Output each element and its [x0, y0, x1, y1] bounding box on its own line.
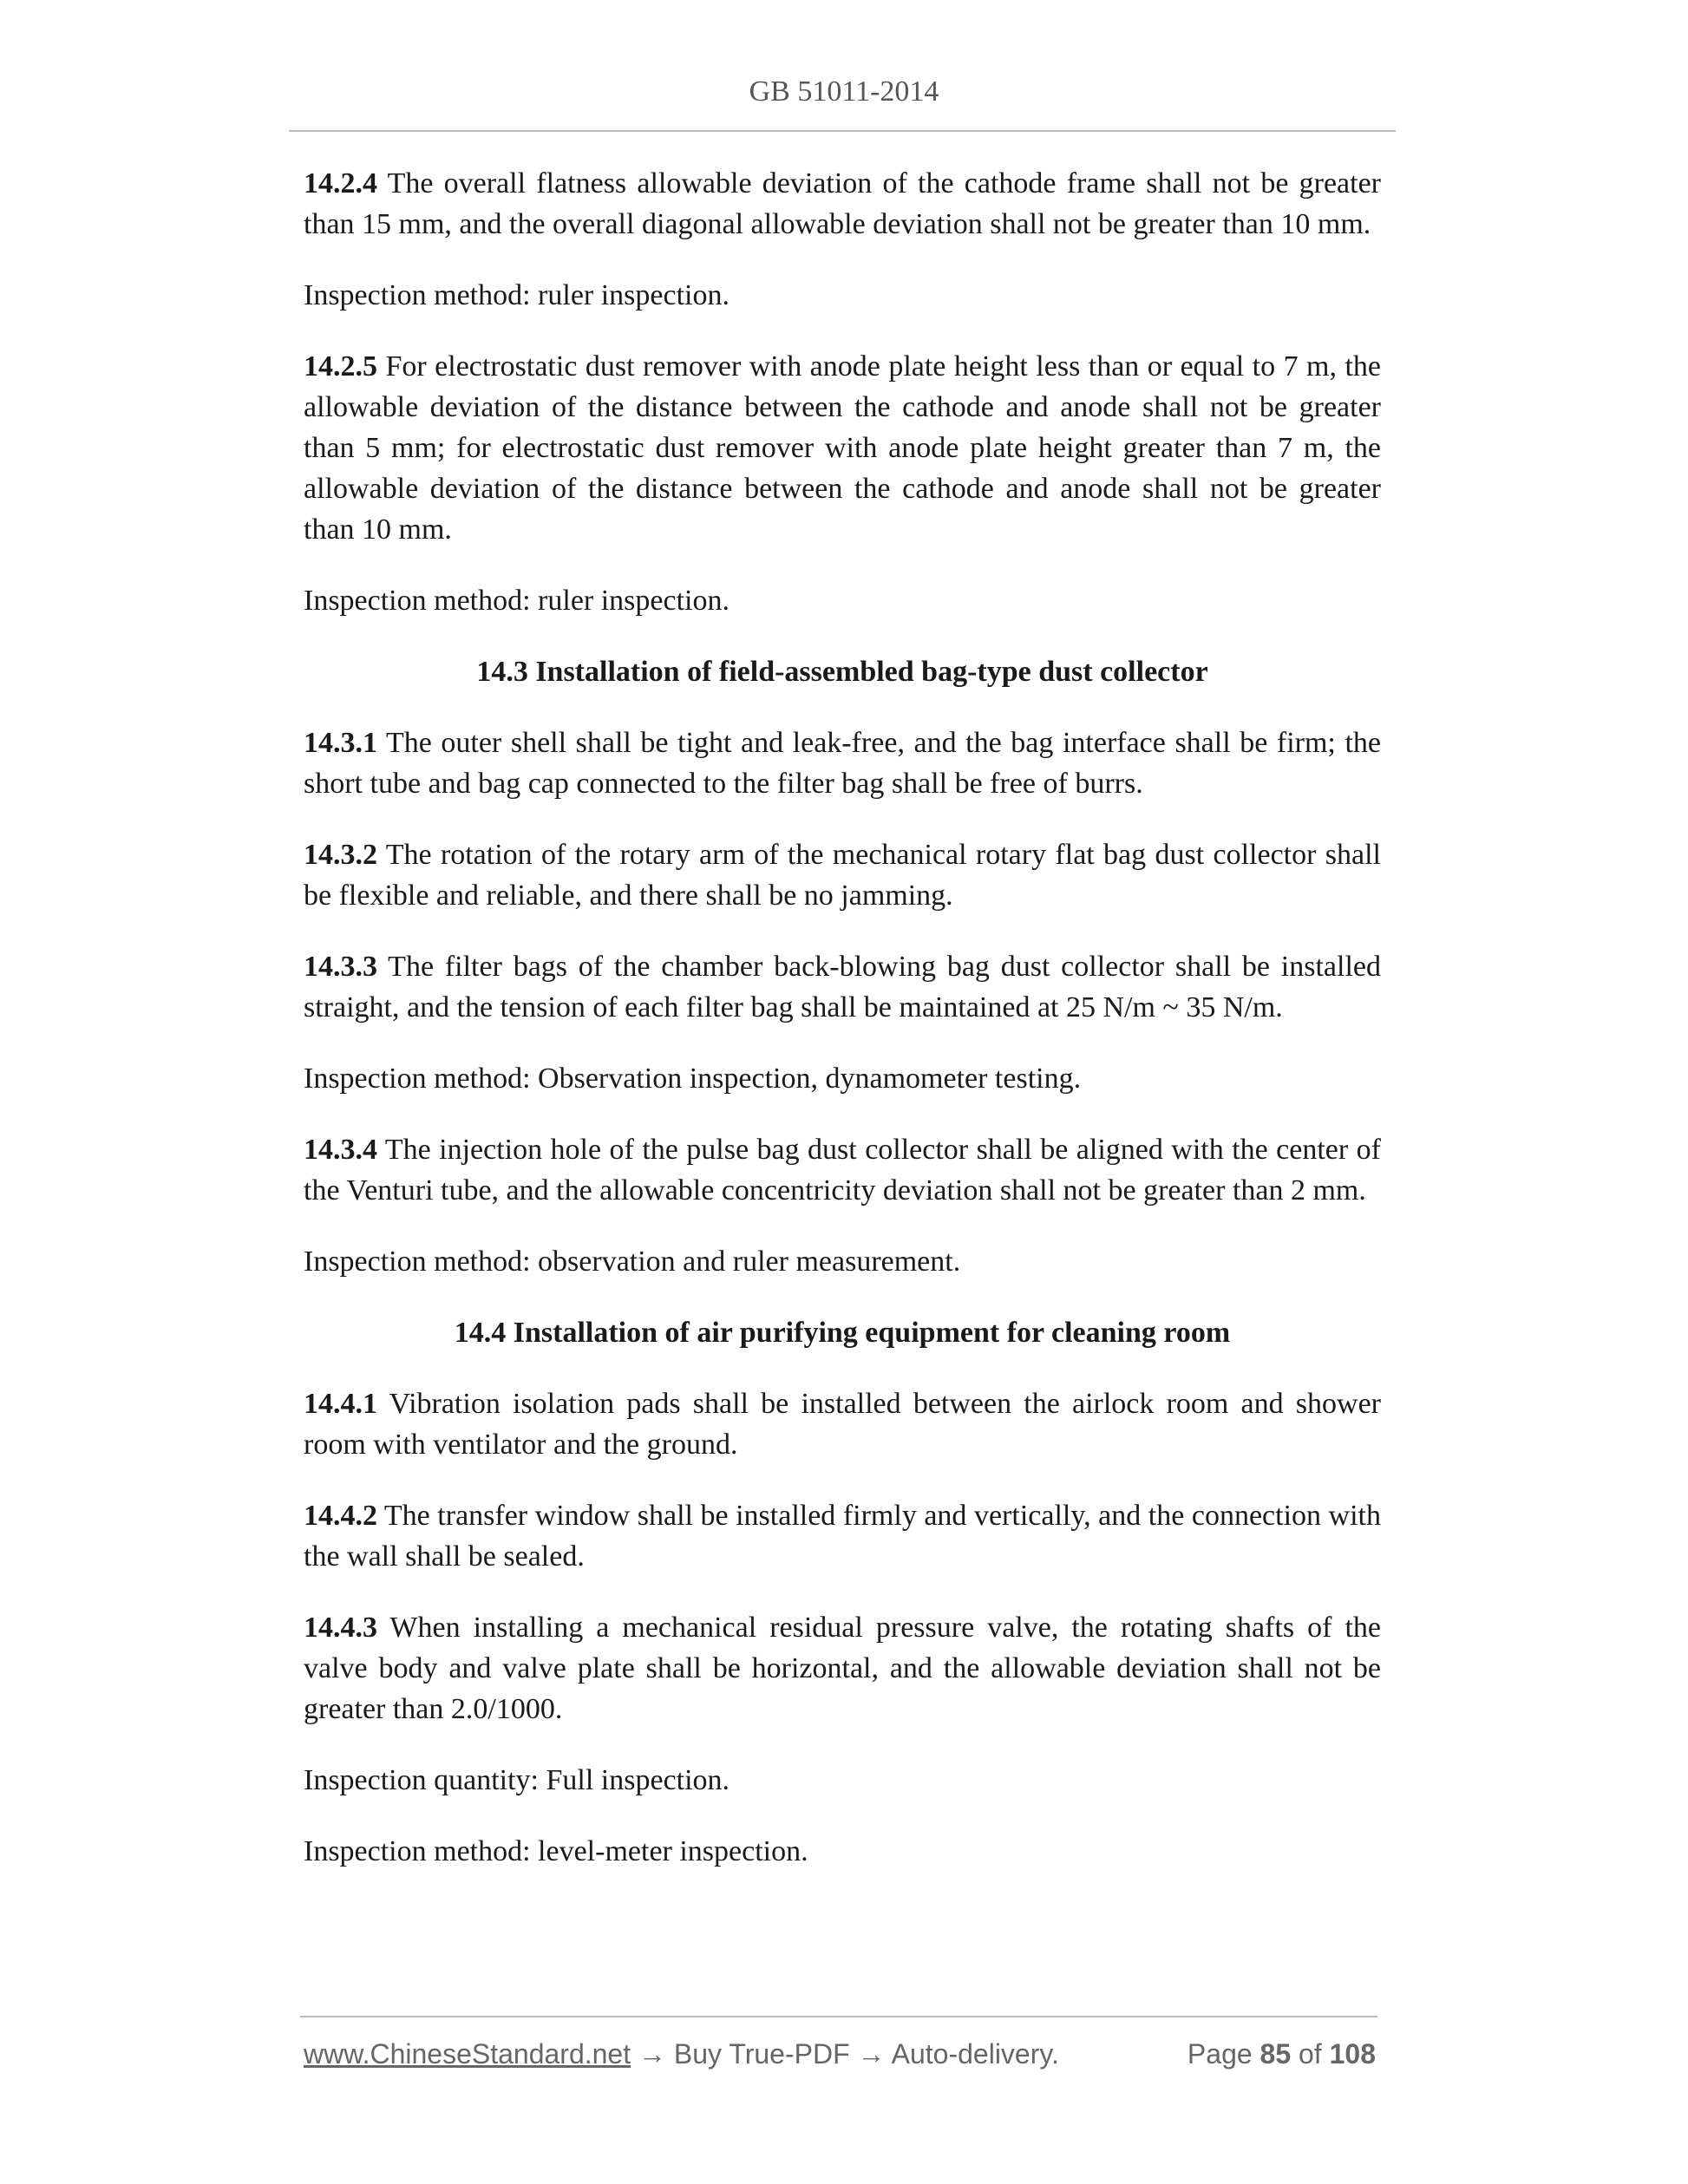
page-footer: [304, 2035, 1376, 2073]
clause-number: 14.3.3: [304, 951, 377, 983]
clause-14-3-4: [304, 1129, 1381, 1211]
clause-number: 14.3.1: [304, 727, 377, 759]
clause-14-4-3: [304, 1607, 1381, 1730]
clause-text: The overall flatness allowable deviation of the cathode frame shall not be greater than 15 mm, and the overall diagonal allowable deviation shall not be greater than 10 mm.: [304, 167, 1381, 240]
clause-text: The rotation of the rotary arm of the mechanical rotary flat bag dust collector shall be flexible and reliable, and there shall be no jamming.: [304, 839, 1381, 912]
clause-14-3-2: [304, 834, 1381, 916]
clause-text: The outer shell shall be tight and leak-free, and the bag interface shall be firm; the short tube and bag cap connected to the filter bag shall be free of burrs.: [304, 727, 1381, 800]
clause-number: 14.4.1: [304, 1388, 377, 1420]
inspection-method-line: [304, 580, 1381, 621]
clause-text: When installing a mechanical residual pressure valve, the rotating shafts of the valve body and valve plate shall be horizontal, and the allowable deviation shall not be greater than 2.0/1000.: [304, 1612, 1381, 1725]
clause-14-2-5: [304, 346, 1381, 550]
page-indicator: [1187, 2035, 1376, 2073]
promo-text: → Buy True-PDF → Auto-delivery.: [631, 2038, 1059, 2070]
clause-number: 14.4.3: [304, 1612, 377, 1644]
clause-text: Vibration isolation pads shall be installed between the airlock room and shower room with ventilator and the ground.: [304, 1388, 1381, 1461]
section-heading-14-4: 14.4 Installation of air purifying equipment for cleaning room: [454, 1317, 1231, 1349]
clause-14-4-1: [304, 1383, 1381, 1465]
footer-promo: [304, 2035, 1059, 2073]
clause-text: The injection hole of the pulse bag dust collector shall be aligned with the center of the Venturi tube, and the allowable concentricity deviation shall not be greater than 2 mm.: [304, 1134, 1381, 1206]
clause-14-4-2: [304, 1495, 1381, 1577]
paragraph-text: Inspection method: ruler inspection.: [304, 585, 730, 617]
page-of-label: of: [1291, 2038, 1330, 2070]
paragraph-text: Inspection method: ruler inspection.: [304, 279, 730, 311]
website-link[interactable]: www.ChineseStandard.net: [304, 2038, 631, 2070]
inspection-method-line: [304, 1831, 1381, 1872]
inspection-method-line: [304, 1058, 1381, 1099]
clause-number: 14.4.2: [304, 1500, 377, 1532]
header-divider: [289, 130, 1396, 132]
clause-number: 14.3.2: [304, 839, 377, 871]
clause-text: The filter bags of the chamber back-blowing bag dust collector shall be installed straight, and the tension of each filter bag shall be maintained at 25 N/m ~ 35 N/m.: [304, 951, 1381, 1023]
clause-text: The transfer window shall be installed firmly and vertically, and the connection with the wall shall be sealed.: [304, 1500, 1381, 1573]
current-page-number: 85: [1259, 2038, 1292, 2070]
paragraph-text: Inspection method: Observation inspection, dynamometer testing.: [304, 1063, 1082, 1095]
clause-14-3-1: [304, 723, 1381, 804]
footer-divider: [300, 2016, 1377, 2017]
inspection-quantity-line: [304, 1760, 1381, 1801]
clause-14-2-4: [304, 163, 1381, 245]
clause-number: 14.2.4: [304, 167, 377, 199]
inspection-method-line: [304, 1241, 1381, 1282]
inspection-method-line: [304, 275, 1381, 316]
paragraph-text: Inspection quantity: Full inspection.: [304, 1764, 730, 1796]
page-label: Page: [1187, 2038, 1260, 2070]
total-page-count: 108: [1329, 2038, 1376, 2070]
page-content: [304, 163, 1381, 1902]
clause-14-3-3: [304, 946, 1381, 1028]
clause-number: 14.2.5: [304, 350, 377, 383]
clause-number: 14.3.4: [304, 1134, 377, 1166]
document-standard-code: GB 51011-2014: [749, 75, 939, 108]
paragraph-text: Inspection method: observation and ruler measurement.: [304, 1246, 961, 1278]
paragraph-text: Inspection method: level-meter inspection.: [304, 1835, 808, 1867]
clause-text: For electrostatic dust remover with anode plate height less than or equal to 7 m, the allowable deviation of the distance between the cathode and anode shall not be greater than 5 mm; for electrostatic dust remover with anode plate height greater than 7 m, the allowable deviation of the distance between the cathode and anode shall not be greater than 10 mm.: [304, 350, 1381, 546]
section-heading-14-3: 14.3 Installation of field-assembled bag-type dust collector: [476, 656, 1208, 688]
